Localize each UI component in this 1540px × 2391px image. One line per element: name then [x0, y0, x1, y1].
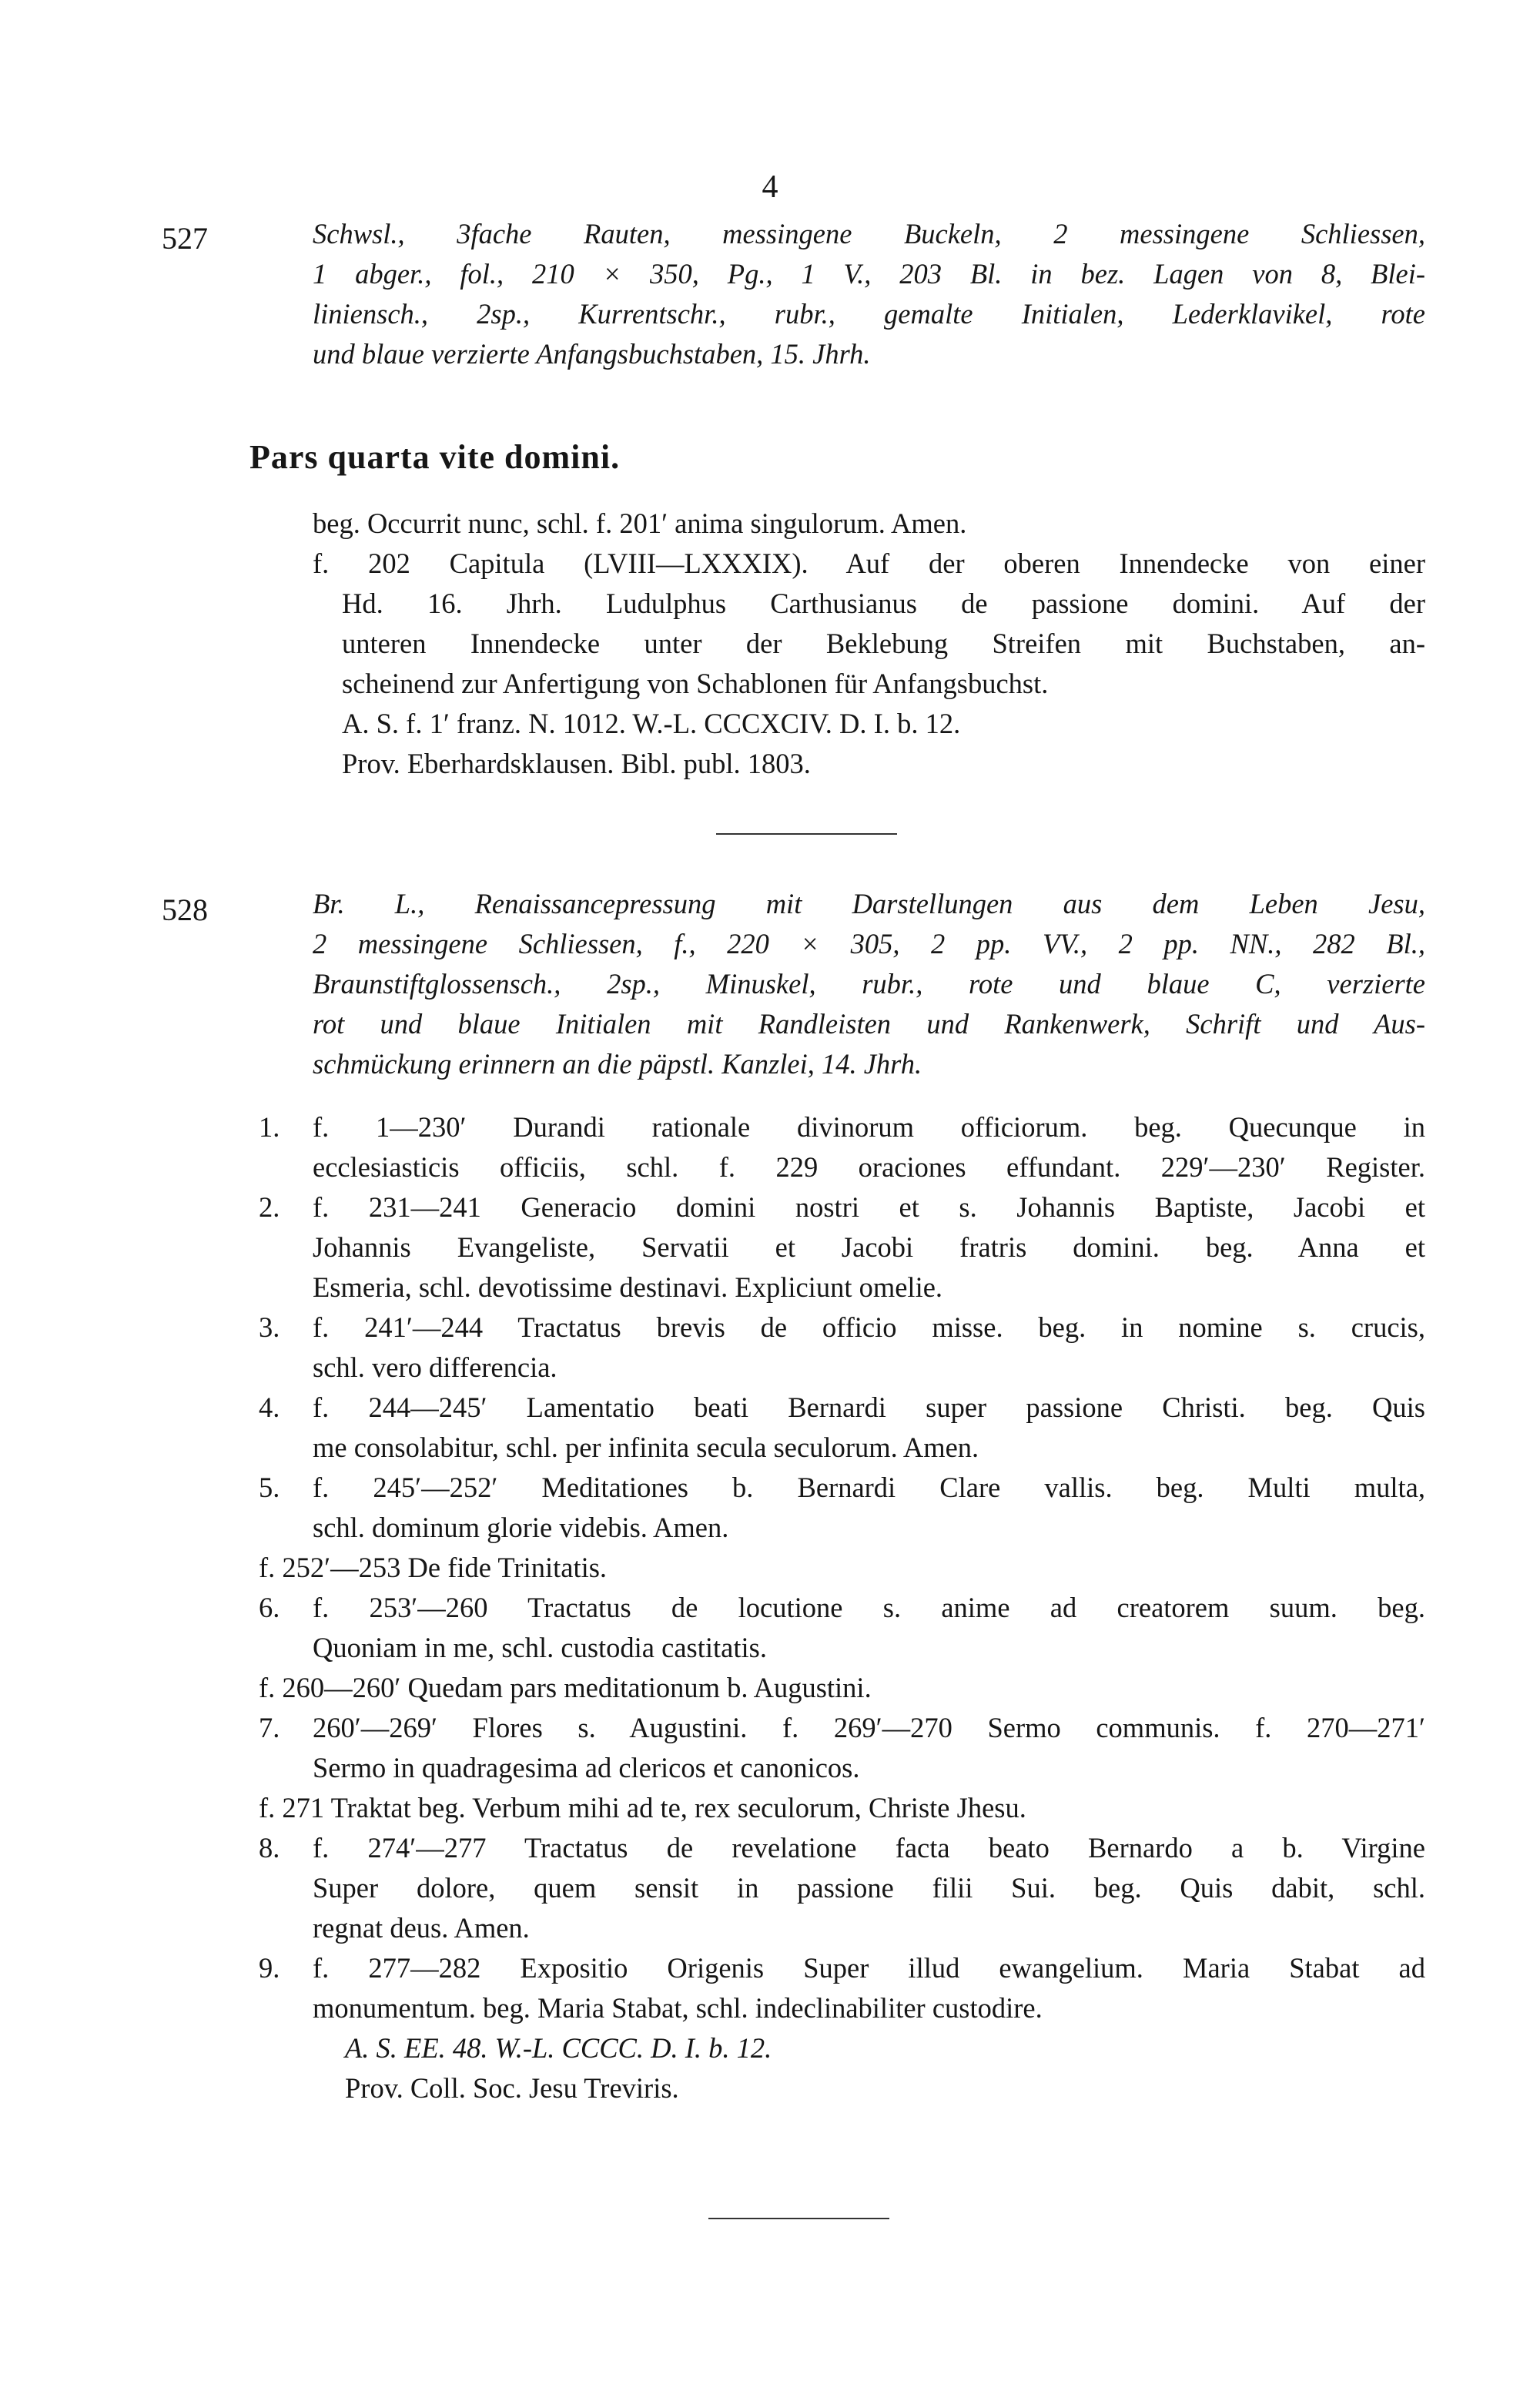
desc-line: Br. L., Renaissancepressung mit Darstellungen aus dem Leben Jesu, — [313, 888, 1425, 919]
item-number: 7. — [259, 1712, 280, 1743]
item-number: 1. — [259, 1111, 280, 1143]
item-line: f. 260—260′ Quedam pars meditationum b. Augustini. — [259, 1672, 872, 1703]
item-line: f. 277—282 Expositio Origenis Super illud ewangelium. Maria Stabat ad — [313, 1952, 1425, 1984]
item-line: 260′—269′ Flores s. Augustini. f. 269′—270 Sermo communis. f. 270—271′ — [313, 1712, 1425, 1743]
item-line: f. 271 Traktat beg. Verbum mihi ad te, rex seculorum, Christe Jhesu. — [259, 1792, 1026, 1823]
item-line: f. 1—230′ Durandi rationale divinorum officiorum. beg. Quecunque in — [313, 1111, 1425, 1143]
list-item — [259, 1788, 1425, 1828]
item-line: ecclesiasticis officiis, schl. f. 229 oraciones effundant. 229′—230′ Register. — [313, 1151, 1425, 1183]
item-line: f. 241′—244 Tractatus brevis de officio misse. beg. in nomine s. crucis, — [313, 1311, 1425, 1343]
desc-line: und blaue verzierte Anfangsbuchstaben, 15. Jhrh. — [313, 338, 871, 370]
contents-list — [259, 1107, 1425, 2108]
list-item — [259, 1388, 1425, 1468]
list-item — [259, 1708, 1425, 1788]
entry-number-528: 528 — [162, 892, 208, 927]
item-line: f. 274′—277 Tractatus de revelatione facta beato Bernardo a b. Virgine — [313, 1832, 1425, 1864]
item-line: regnat deus. Amen. — [313, 1912, 530, 1944]
entry-527-contents — [313, 504, 1425, 784]
list-item — [259, 1588, 1425, 1668]
signature-line — [259, 2028, 1425, 2068]
list-item — [259, 1548, 1425, 1588]
item-line: Sermo in quadragesima ad clericos et canonicos. — [313, 1752, 860, 1783]
item-line: monumentum. beg. Maria Stabat, schl. indeclinabiliter custodire. — [313, 1992, 1043, 2024]
desc-line: schmückung erinnern an die päpstl. Kanzlei, 14. Jhrh. — [313, 1048, 922, 1080]
item-line: me consolabitur, schl. per infinita secula seculorum. Amen. — [313, 1432, 979, 1463]
divider-rule — [716, 833, 897, 835]
text-line: f. 202 Capitula (LVIII—LXXXIX). Auf der oberen Innendecke von einer — [313, 548, 1425, 579]
item-number: 9. — [259, 1952, 280, 1984]
item-number: 5. — [259, 1472, 280, 1503]
divider-rule — [708, 2218, 889, 2219]
item-line: Johannis Evangeliste, Servatii et Jacobi fratris domini. beg. Anna et — [313, 1231, 1425, 1263]
item-line: Super dolore, quem sensit in passione filii Sui. beg. Quis dabit, schl. — [313, 1872, 1425, 1904]
desc-line: 1 abger., fol., 210 × 350, Pg., 1 V., 203 Bl. in bez. Lagen von 8, Blei- — [313, 258, 1425, 290]
item-line: Esmeria, schl. devotissime destinavi. Expliciunt omelie. — [313, 1271, 943, 1303]
list-item — [259, 1948, 1425, 2028]
entry-number-527: 527 — [162, 221, 208, 256]
item-number: 3. — [259, 1311, 280, 1343]
item-line: f. 244—245′ Lamentatio beati Bernardi super passione Christi. beg. Quis — [313, 1391, 1425, 1423]
list-item — [259, 1668, 1425, 1708]
item-line: Quoniam in me, schl. custodia castitatis. — [313, 1632, 767, 1663]
desc-line: Schwsl., 3fache Rauten, messingene Buckeln, 2 messingene Schliessen, — [313, 218, 1425, 249]
section-heading: Pars quarta vite domini. — [249, 438, 621, 476]
text-line: Prov. Eberhardsklausen. Bibl. publ. 1803. — [342, 748, 811, 779]
list-item — [259, 1308, 1425, 1388]
shelfmark-text: A. S. EE. 48. W.-L. CCCC. D. I. b. 12. — [345, 2032, 772, 2064]
item-number: 4. — [259, 1391, 280, 1423]
entry-528-description — [313, 884, 1425, 1084]
list-item — [259, 1468, 1425, 1548]
desc-line: 2 messingene Schliessen, f., 220 × 305, 2 pp. VV., 2 pp. NN., 282 Bl., — [313, 928, 1425, 959]
item-number: 8. — [259, 1832, 280, 1864]
item-line: f. 253′—260 Tractatus de locutione s. anime ad creatorem suum. beg. — [313, 1592, 1425, 1623]
list-item — [259, 1828, 1425, 1948]
item-line: f. 231—241 Generacio domini nostri et s. Johannis Baptiste, Jacobi et — [313, 1191, 1425, 1223]
item-line: schl. vero differencia. — [313, 1351, 557, 1383]
item-line: f. 245′—252′ Meditationes b. Bernardi Clare vallis. beg. Multi multa, — [313, 1472, 1425, 1503]
text-line: Hd. 16. Jhrh. Ludulphus Carthusianus de passione domini. Auf der — [342, 588, 1425, 619]
desc-line: rot und blaue Initialen mit Randleisten und Rankenwerk, Schrift und Aus- — [313, 1008, 1425, 1040]
list-item — [259, 1187, 1425, 1308]
text-line: unteren Innendecke unter der Beklebung Streifen mit Buchstaben, an- — [342, 628, 1425, 659]
item-number: 2. — [259, 1191, 280, 1223]
page-number: 4 — [762, 169, 778, 205]
text-line: beg. Occurrit nunc, schl. f. 201′ anima singulorum. Amen. — [313, 507, 967, 539]
text-line: A. S. f. 1′ franz. N. 1012. W.-L. CCCXCIV. D. I. b. 12. — [342, 708, 961, 739]
item-line: f. 252′—253 De fide Trinitatis. — [259, 1552, 608, 1583]
provenance-text: Prov. Coll. Soc. Jesu Treviris. — [345, 2072, 679, 2104]
desc-line: Braunstiftglossensch., 2sp., Minuskel, rubr., rote und blaue C, verzierte — [313, 968, 1425, 1000]
list-item — [259, 1107, 1425, 1187]
desc-line: liniensch., 2sp., Kurrentschr., rubr., gemalte Initialen, Lederklavikel, rote — [313, 298, 1425, 330]
provenance-line — [259, 2068, 1425, 2108]
entry-527-description — [313, 214, 1425, 374]
text-line: scheinend zur Anfertigung von Schablonen für Anfangsbuchst. — [342, 668, 1049, 699]
item-number: 6. — [259, 1592, 280, 1623]
item-line: schl. dominum glorie videbis. Amen. — [313, 1512, 729, 1543]
